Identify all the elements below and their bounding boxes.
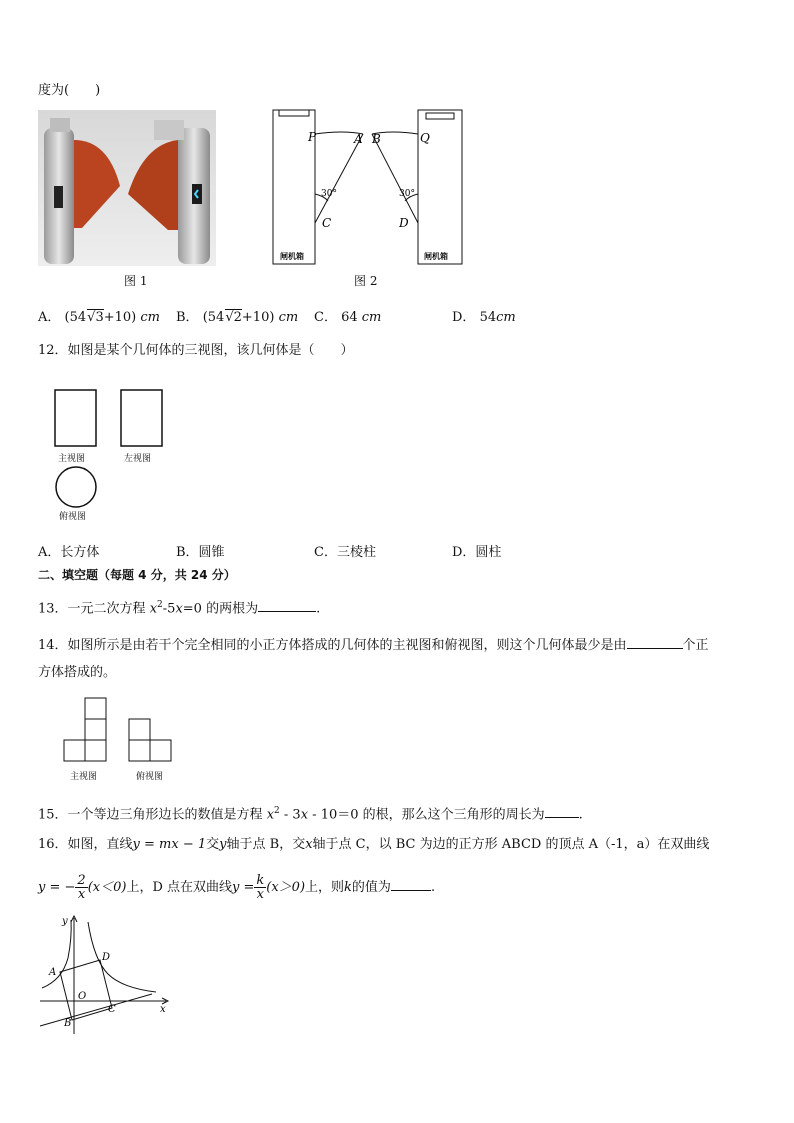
q15-answer-blank[interactable] xyxy=(545,804,579,818)
label-p: P xyxy=(308,130,317,144)
sqrt-icon: √ xyxy=(87,310,96,325)
fig2-caption: 图 2 xyxy=(354,274,378,288)
q15-stem: 15．一个等边三角形边长的数值是方程 $x^2 - 3x - 10=0$ 的根，那么这个三角形的周长为 . xyxy=(38,806,583,823)
cube-views-figure xyxy=(62,696,177,764)
y-axis-label: y xyxy=(62,916,68,927)
q12-option-d[interactable]: D．圆柱 xyxy=(452,545,502,560)
point-b-label: B xyxy=(64,1018,72,1029)
q12-option-b[interactable]: B．圆锥 xyxy=(176,545,225,560)
q14-front-view-label: 主视图 xyxy=(70,772,98,782)
q11-option-c[interactable]: C． 64 cm xyxy=(314,310,382,325)
q11-option-b[interactable]: B． (54√2+10) cm xyxy=(176,310,299,325)
q13-stem: 13．一元二次方程 $x^2-5x=0$ 的两根为 . xyxy=(38,600,321,617)
q12-stem: 12．如图是某个几何体的三视图，该几何体是（ ） xyxy=(38,343,354,358)
q14-stem-line2: 方体搭成的。 xyxy=(38,665,117,680)
q11-option-d[interactable]: D． 54cm xyxy=(452,310,516,325)
top-view-label: 俯视图 xyxy=(59,512,87,522)
sqrt-icon: √ xyxy=(225,310,234,325)
label-b: B xyxy=(372,132,381,146)
q14-top-view-label: 俯视图 xyxy=(136,772,164,782)
origin-label: O xyxy=(78,991,87,1002)
q14-answer-blank[interactable] xyxy=(627,635,683,649)
point-a-label: A xyxy=(49,967,57,978)
label-d: D xyxy=(399,216,409,230)
point-d-label: D xyxy=(102,952,111,963)
x-axis-label: x xyxy=(160,1004,166,1015)
box-label-left: 闸机箱 xyxy=(280,252,304,261)
angle-right: 30° xyxy=(399,189,415,199)
q16-stem-line1: 16．如图，直线y = mx − 1交y轴于点 B，交x轴于点 C，以 BC 为边的正方形 ABCD 的顶点 A（-1，a）在双曲线 xyxy=(38,837,710,852)
label-a: A xyxy=(354,132,363,146)
gate-diagram xyxy=(268,106,468,270)
label-q: Q xyxy=(420,131,430,145)
turnstile-photo xyxy=(38,110,216,266)
label-c: C xyxy=(322,216,332,230)
front-view-label: 主视图 xyxy=(58,454,86,464)
q16-answer-blank[interactable] xyxy=(391,877,431,891)
point-c-label: C xyxy=(108,1004,116,1015)
q11-option-a[interactable]: A． (54√3+10) cm xyxy=(38,310,160,325)
side-view-label: 左视图 xyxy=(124,454,152,464)
q14-stem-line1: 14．如图所示是由若干个完全相同的小正方体搭成的几何体的主视图和俯视图，则这个几何体最少是由 个正 xyxy=(38,635,709,655)
angle-left: 30° xyxy=(321,189,337,199)
box-label-right: 闸机箱 xyxy=(424,252,448,261)
q12-option-c[interactable]: C．三棱柱 xyxy=(314,545,376,560)
fig1-caption: 图 1 xyxy=(124,274,148,288)
hyperbola-square-figure xyxy=(36,912,172,1036)
q13-answer-blank[interactable] xyxy=(258,598,316,612)
q11-stem-tail: 度为( ) xyxy=(38,83,101,98)
q16-stem-line2: y = − $\frac{2}{x}$ (x＜0)上，D 点在双曲线y = $\frac{k}{x}$ (x＞0)上，则k的值为 . xyxy=(38,873,436,902)
section-fill-blank-title: 二、填空题（每题 4 分，共 24 分） xyxy=(38,568,236,582)
q12-option-a[interactable]: A．长方体 xyxy=(38,545,100,560)
